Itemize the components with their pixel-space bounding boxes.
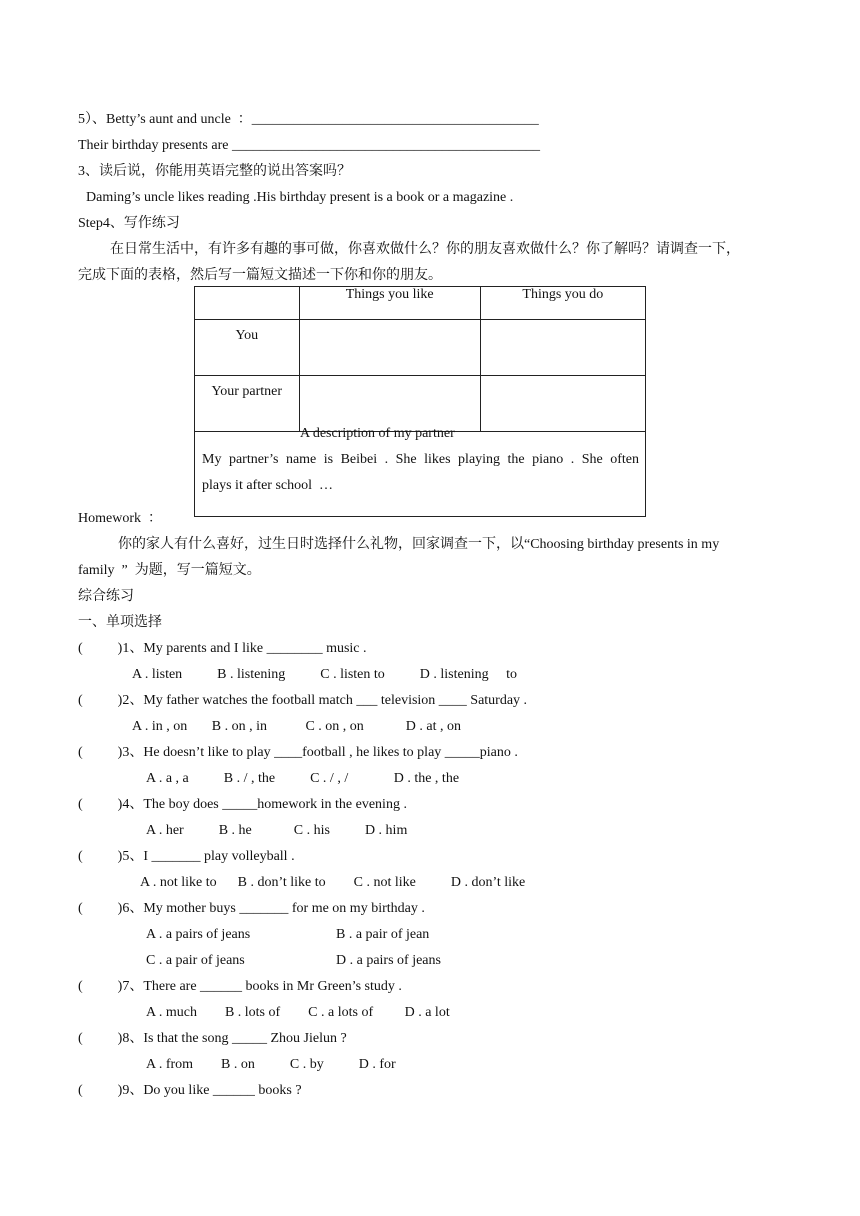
description-line1: My partner’s name is Beibei . She likes playing the piano . She often [202, 452, 639, 467]
question-4-options: A . her B . he C . his D . him [146, 823, 408, 838]
homework-heading: Homework ： [78, 511, 162, 526]
question-8: ( )8、Is that the song _____ Zhou Jielun ? [78, 1031, 347, 1046]
partner-things-like-cell[interactable] [299, 376, 480, 432]
description-line2: plays it after school … [202, 478, 334, 493]
col-header-things-you-like: Things you like [299, 287, 480, 320]
homework-line1: 你的家人有什么喜好，过生日时选择什么礼物，回家调查一下，以“Choosing birthday presents in my [118, 537, 720, 552]
betty-aunt-uncle-line: 5）、Betty’s aunt and uncle ：_________________________________________ [78, 112, 539, 127]
you-things-do-cell[interactable] [480, 320, 645, 376]
question-7-options: A . much B . lots of C . a lots of D . a lot [146, 1005, 450, 1020]
step4-instruction-line2: 完成下面的表格，然后写一篇短文描述一下你和你的朋友。 [78, 268, 442, 283]
birthday-presents-line: Their birthday presents are ____________________________________________ [78, 138, 540, 153]
question-6: ( )6、My mother buys _______ for me on my birthday . [78, 901, 425, 916]
question-6-option-b: B . a pair of jean [336, 927, 430, 942]
question-2: ( )2、My father watches the football match ___ television ____ Saturday . [78, 693, 528, 708]
question-3-options: A . a , a B . / , the C . / , / D . the , the [146, 771, 460, 786]
question-9: ( )9、Do you like ______ books ? [78, 1083, 302, 1098]
you-things-like-cell[interactable] [299, 320, 480, 376]
row-label-you: You [195, 320, 300, 376]
question-2-options: A . in , on B . on , in C . on , on D . at , on [132, 719, 462, 734]
exercises-heading: 综合练习 [78, 589, 134, 604]
question-1-options: A . listen B . listening C . listen to D . listening to [132, 667, 518, 682]
question-5: ( )5、I _______ play volleyball . [78, 849, 295, 864]
homework-line2: family ” 为题，写一篇短文。 [78, 563, 261, 578]
description-title: A description of my partner [300, 426, 455, 441]
question-5-options: A . not like to B . don’t like to C . not like D . don’t like [140, 875, 526, 890]
table-corner-cell [195, 287, 300, 320]
question-8-options: A . from B . on C . by D . for [146, 1057, 396, 1072]
question-1: ( )1、My parents and I like ________ music . [78, 641, 367, 656]
question-6-option-c: C . a pair of jeans [146, 953, 245, 968]
col-header-things-you-do: Things you do [480, 287, 645, 320]
partner-things-do-cell[interactable] [480, 376, 645, 432]
single-choice-heading: 一、单项选择 [78, 615, 162, 630]
row-label-your-partner: Your partner [195, 376, 300, 432]
read-and-say-heading: 3、读后说，你能用英语完整的说出答案吗？ [78, 164, 351, 179]
question-4: ( )4、The boy does _____homework in the evening . [78, 797, 407, 812]
question-7: ( )7、There are ______ books in Mr Green’s study . [78, 979, 402, 994]
step4-heading: Step4、写作练习 [78, 216, 180, 231]
read-and-say-answer: Daming’s uncle likes reading .His birthday present is a book or a magazine . [86, 190, 514, 205]
question-6-option-a: A . a pairs of jeans [146, 927, 251, 942]
step4-instruction-line1: 在日常生活中，有许多有趣的事可做，你喜欢做什么？你的朋友喜欢做什么？你了解吗？请调查一下， [110, 242, 740, 257]
question-3: ( )3、He doesn’t like to play ____football , he likes to play _____piano . [78, 745, 518, 760]
question-6-option-d: D . a pairs of jeans [336, 953, 441, 968]
